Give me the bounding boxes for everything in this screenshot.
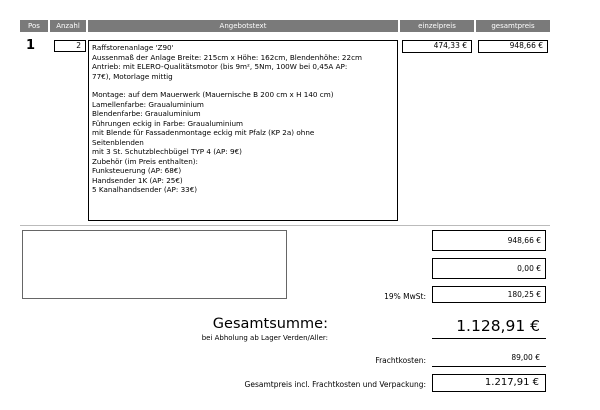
description-line: Lamellenfarbe: Graualuminium bbox=[92, 99, 204, 109]
mwst-label: 19% MwSt: bbox=[384, 292, 426, 301]
description-line: 5 Kanalhandsender (AP: 33€) bbox=[92, 185, 198, 194]
description-line: Montage: auf dem Mauerwerk (Mauernische B 200 cm x H 140 cm) bbox=[92, 90, 334, 99]
item-pos: 1 bbox=[26, 38, 36, 53]
description-line: Blendenfarbe: Graualuminium bbox=[92, 109, 201, 118]
discount-value: 0,00 € bbox=[432, 258, 546, 279]
abholung-label: bei Abholung ab Lager Verden/Aller: bbox=[201, 334, 328, 342]
description-line: mit Blende für Fassadenmontage eckig mit Pfalz (KP 2a) ohne bbox=[92, 128, 315, 137]
fracht-value: 89,00 € bbox=[432, 351, 546, 367]
item-description bbox=[88, 40, 398, 221]
col-header-anzahl: Anzahl bbox=[50, 20, 86, 32]
description-line: Raffstorenanlage 'Z90' bbox=[92, 43, 174, 52]
description-line: Funksteuerung (AP: 68€) bbox=[92, 166, 182, 175]
description-line: Seitenblenden bbox=[92, 137, 144, 147]
gesamtsumme-value: 1.128,91 € bbox=[432, 314, 546, 339]
mwst-value: 180,25 € bbox=[432, 286, 546, 303]
gesamtsumme-label: Gesamtsumme: bbox=[212, 316, 328, 332]
col-header-angebotstext: Angebotstext bbox=[88, 20, 398, 32]
col-header-gesamtpreis: gesamtpreis bbox=[476, 20, 550, 32]
description-line: Führungen eckig in Farbe: Graualuminium bbox=[92, 118, 244, 128]
description-line bbox=[92, 81, 394, 90]
fracht-label: Frachtkosten: bbox=[375, 356, 426, 365]
col-header-einzelpreis: einzelpreis bbox=[400, 20, 474, 32]
item-gesamtpreis: 948,66 € bbox=[478, 40, 548, 53]
description-line: mit 3 St. Schutzblechbügel TYP 4 (AP: 9€) bbox=[92, 147, 242, 156]
item-einzelpreis: 474,33 € bbox=[402, 40, 472, 53]
subtotal-value: 948,66 € bbox=[432, 230, 546, 251]
item-anzahl: 2 bbox=[54, 40, 86, 52]
description-line: 77€), Motorlage mittig bbox=[92, 71, 173, 81]
col-header-pos: Pos bbox=[20, 20, 48, 32]
description-line: Handsender 1K (AP: 25€) bbox=[92, 175, 183, 185]
remarks-box bbox=[22, 230, 287, 299]
description-line: Antrieb: mit ELERO-Qualitätsmotor (bis 9m², 5Nm, 100W bei 0,45A AP: bbox=[92, 62, 348, 71]
gesamt-fracht-label: Gesamtpreis incl. Frachtkosten und Verpackung: bbox=[244, 380, 426, 389]
section-divider bbox=[20, 225, 550, 226]
description-line: Zubehör (im Preis enthalten): bbox=[92, 156, 198, 166]
gesamt-fracht-value: 1.217,91 € bbox=[432, 374, 546, 392]
description-line: Aussenmaß der Anlage Breite: 215cm x Höhe: 162cm, Blendenhöhe: 22cm bbox=[92, 52, 363, 62]
